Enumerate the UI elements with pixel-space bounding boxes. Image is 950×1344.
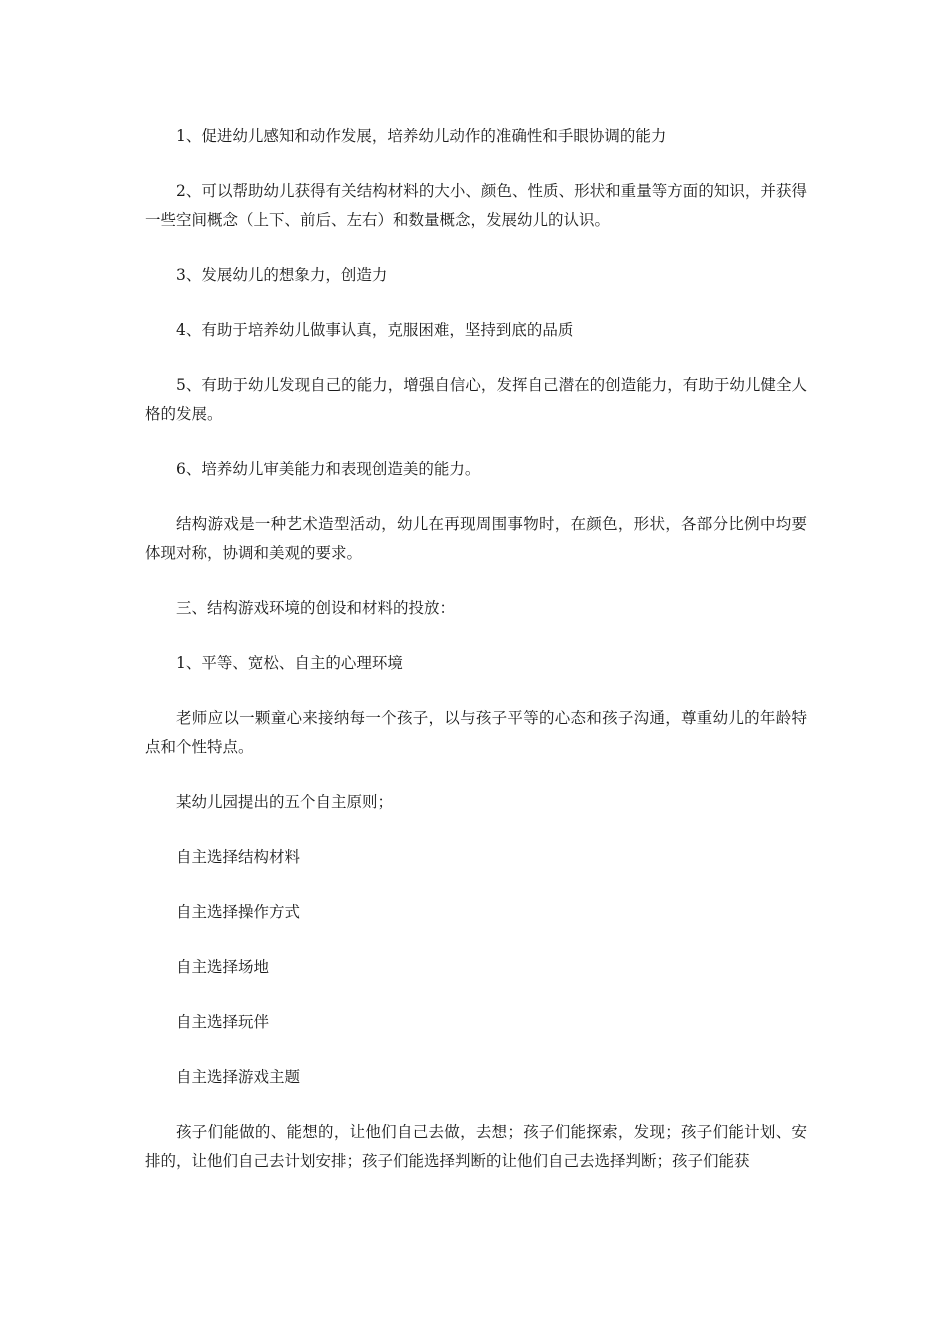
paragraph-art-activity: 结构游戏是一种艺术造型活动，幼儿在再现周围事物时，在颜色，形状，各部分比例中均要体现对称，协调和美观的要求。 [145, 515, 807, 562]
principle-operation: 自主选择操作方式 [176, 903, 301, 921]
subheading-psychological-environment: 1、平等、宽松、自主的心理环境 [176, 654, 403, 672]
principle-materials: 自主选择结构材料 [176, 848, 301, 866]
paragraph-goal-5: 5、有助于幼儿发现自己的能力，增强自信心，发挥自己潜在的创造能力，有助于幼儿健全人格的发展。 [145, 376, 807, 423]
paragraph-teacher-attitude: 老师应以一颗童心来接纳每一个孩子，以与孩子平等的心态和孩子沟通，尊重幼儿的年龄特点和个性特点。 [145, 709, 807, 756]
principle-theme: 自主选择游戏主题 [176, 1068, 301, 1086]
paragraph-goal-6: 6、培养幼儿审美能力和表现创造美的能力。 [176, 460, 481, 478]
paragraph-children-autonomy: 孩子们能做的、能想的，让他们自己去做，去想；孩子们能探索，发现；孩子们能计划、安排的，让他们自己去计划安排；孩子们能选择判断的让他们自己去选择判断；孩子们能获 [145, 1123, 807, 1170]
document-body [145, 122, 807, 1202]
section-heading-environment: 三、结构游戏环境的创设和材料的投放： [176, 599, 456, 617]
principle-venue: 自主选择场地 [176, 958, 270, 976]
paragraph-goal-3: 3、发展幼儿的想象力，创造力 [176, 266, 388, 284]
principle-playmates: 自主选择玩伴 [176, 1013, 270, 1031]
paragraph-goal-2: 2、可以帮助幼儿获得有关结构材料的大小、颜色、性质、形状和重量等方面的知识，并获得一些空间概念（上下、前后、左右）和数量概念，发展幼儿的认识。 [145, 182, 807, 229]
paragraph-five-principles: 某幼儿园提出的五个自主原则； [176, 793, 394, 811]
paragraph-goal-4: 4、有助于培养幼儿做事认真，克服困难，坚持到底的品质 [176, 321, 574, 339]
paragraph-goal-1: 1、促进幼儿感知和动作发展，培养幼儿动作的准确性和手眼协调的能力 [176, 127, 667, 145]
